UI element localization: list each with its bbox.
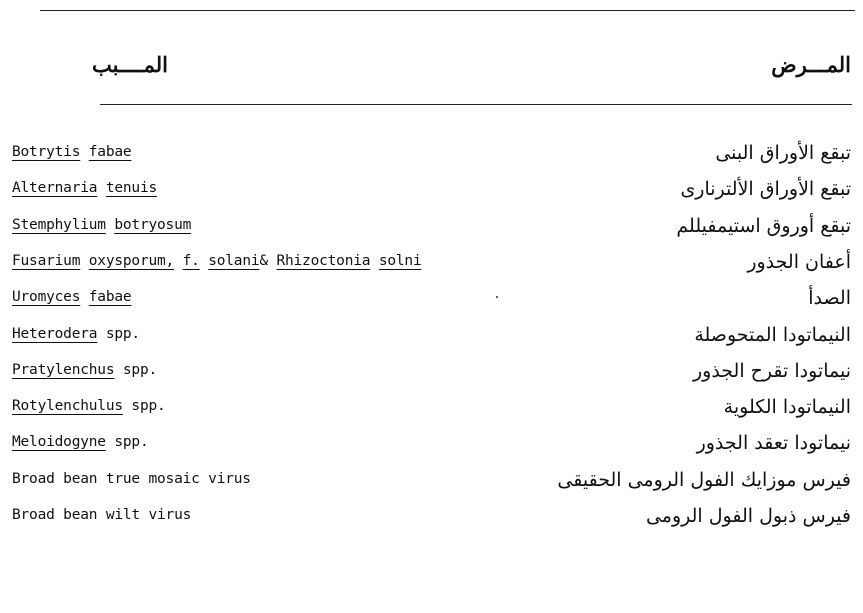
pathogen-name-part: Meloidogyne bbox=[12, 434, 106, 451]
disease-column-header: المـــرض bbox=[771, 52, 851, 77]
pathogen-name-part bbox=[174, 253, 183, 269]
disease-name: تبقع الأوراق الألترنارى bbox=[680, 178, 851, 201]
pathogen-name-part: Heterodera bbox=[12, 325, 98, 342]
pathogen-name-part bbox=[200, 253, 209, 269]
disease-name: الصدأ bbox=[808, 287, 851, 310]
pathogen-name-part: solani bbox=[208, 252, 260, 269]
pathogen-name bbox=[12, 217, 191, 233]
pathogen-name-part bbox=[370, 253, 379, 269]
pathogen-name-part: & bbox=[259, 252, 277, 269]
pathogen-name-part: Fusarium bbox=[12, 252, 81, 269]
pathogen-name-part bbox=[97, 180, 106, 196]
pathogen-name-part: Stemphylium bbox=[12, 216, 106, 233]
pathogen-name bbox=[12, 289, 131, 305]
table-row bbox=[0, 144, 863, 180]
disease-name: تبقع أوروق استيمفيللم bbox=[676, 214, 851, 237]
disease-name: نيماتودا تعقد الجذور bbox=[696, 432, 851, 455]
table-row bbox=[0, 398, 863, 434]
table-row bbox=[0, 468, 863, 507]
pathogen-name-part: Botrytis bbox=[12, 144, 81, 160]
pathogen-name-part: Broad bean wilt virus bbox=[12, 507, 192, 523]
pathogen-name bbox=[12, 507, 191, 523]
pathogen-name-part: spp. bbox=[122, 398, 166, 415]
pathogen-name-part: spp. bbox=[97, 325, 140, 342]
pathogen-name-part: tenuis bbox=[105, 180, 158, 197]
table-row bbox=[0, 180, 863, 216]
pathogen-name bbox=[12, 180, 157, 196]
pathogen-name-part: Pratylenchus bbox=[12, 361, 115, 378]
pathogen-name bbox=[12, 398, 166, 414]
table-row bbox=[0, 434, 863, 470]
disease-name: النيماتودا المتحوصلة bbox=[694, 323, 851, 346]
pathogen-name-part bbox=[80, 253, 89, 269]
pathogen-name bbox=[12, 144, 131, 160]
table-row bbox=[0, 289, 863, 325]
pathogen-name-part: spp. bbox=[114, 361, 158, 378]
pathogen-name bbox=[12, 253, 421, 269]
pathogen-name-part: fabae bbox=[88, 289, 132, 306]
disease-name: النيماتودا الكلوية bbox=[723, 396, 851, 419]
disease-name: أعفان الجذور bbox=[747, 250, 851, 273]
disease-name: نيماتودا تقرح الجذور bbox=[692, 359, 851, 382]
pathogen-name-part: spp. bbox=[105, 434, 149, 451]
pathogen-name bbox=[12, 362, 157, 378]
pathogen-name-part: fabae bbox=[88, 144, 132, 160]
pathogen-name-part: Rhizoctonia bbox=[276, 252, 371, 269]
table-row bbox=[0, 250, 863, 289]
pathogen-name-part: solni bbox=[378, 252, 422, 269]
pathogen-name bbox=[12, 434, 148, 450]
table-row bbox=[0, 214, 863, 253]
pathogen-name bbox=[12, 326, 140, 342]
pathogen-name-part: Alternaria bbox=[12, 180, 98, 197]
pathogen-name-part bbox=[80, 144, 89, 160]
pathogen-name-part: botryosum bbox=[114, 216, 192, 233]
pathogen-name bbox=[12, 471, 251, 487]
pathogen-name-part: oxysporum, bbox=[88, 252, 175, 269]
header-rule bbox=[100, 104, 852, 105]
table-row bbox=[0, 323, 863, 362]
pathogen-name-part bbox=[80, 289, 89, 305]
pathogen-name-part: Uromyces bbox=[12, 289, 81, 306]
top-rule bbox=[40, 10, 855, 11]
table-row bbox=[0, 359, 863, 398]
disease-name: فيرس موزايك الفول الرومى الحقيقى bbox=[557, 468, 851, 491]
pathogen-name-part: Broad bean true mosaic virus bbox=[12, 470, 251, 487]
pathogen-name-part: f. bbox=[182, 252, 200, 269]
cause-column-header: المــــبب bbox=[92, 52, 168, 77]
table-row bbox=[0, 507, 863, 543]
disease-name: تبقع الأوراق البنى bbox=[715, 142, 851, 164]
pathogen-name-part: Rotylenchulus bbox=[12, 398, 123, 415]
stray-dot bbox=[496, 296, 498, 298]
disease-name: فيرس ذبول الفول الرومى bbox=[645, 505, 851, 527]
